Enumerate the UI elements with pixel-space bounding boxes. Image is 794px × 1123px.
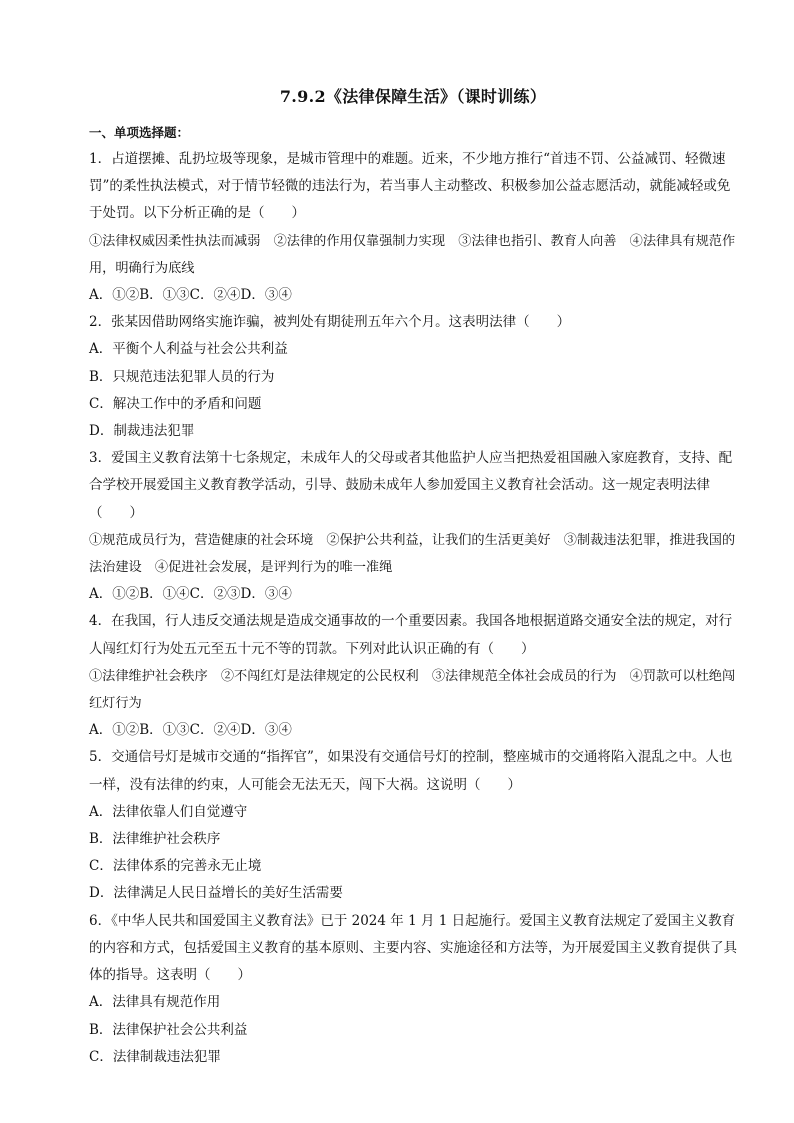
question-statements: ①法律权威因柔性执法而减弱 ②法律的作用仅靠强制力实现 ③法律也指引、教育人向善 ④法律具有规范作用，明确行为底线 (89, 233, 736, 276)
answer-choice-b: B．只规范违法犯罪人员的行为 (89, 368, 275, 385)
question-stem: 4．在我国，行人违反交通法规是造成交通事故的一个重要因素。我国各地根据道路交通安全法的规定，对行人闯红灯行为处五元至五十元不等的罚款。下列对此认识正确的有（ ） (89, 613, 733, 657)
answer-choices: A．①②B．①③C．②④D．③④ (89, 722, 292, 739)
answer-choice-c: C．法律制裁违法犯罪 (89, 1048, 221, 1065)
question-stem: 3．爱国主义教育法第十七条规定，未成年人的父母或者其他监护人应当把热爱祖国融入家庭教育，支持、配合学校开展爱国主义教育教学活动，引导、鼓励未成年人参加爱国主义教育社会活动。这一规定表明法律（ ） (89, 450, 733, 521)
question-1 (89, 146, 737, 309)
question-stem: 1．占道摆摊、乱扔垃圾等现象，是城市管理中的难题。近来，不少地方推行“首违不罚、公益减罚、轻微速罚”的柔性执法模式，对于情节轻微的违法行为，若当事人主动整改、积极参加公益志愿活动，就能减轻或免于处罚。以下分析正确的是（ ） (89, 151, 731, 222)
question-statements: ①规范成员行为，营造健康的社会环境 ②保护公共利益，让我们的生活更美好 ③制裁违法犯罪，推进我国的法治建设 ④促进社会发展，是评判行为的唯一准绳 (89, 532, 736, 576)
answer-choices: A．①②B．①④C．②③D．③④ (89, 586, 292, 603)
document-page (89, 86, 737, 1071)
question-stem: 6．《中华人民共和国爱国主义教育法》已于 2024 年 1 月 1 日起施行。爱国主义教育法规定了爱国主义教育的内容和方式，包括爱国主义教育的基本原则、主要内容、实施途径和方法等，为开展爱国主义教育提供了具体的指导。这表明（ ） (89, 912, 737, 984)
question-stem: 2．张某因借助网络实施诈骗，被判处有期徒刑五年六个月。这表明法律（ ） (89, 314, 571, 331)
section-heading: 一、单项选择题： (89, 125, 190, 140)
question-5 (89, 744, 737, 907)
question-3 (89, 445, 737, 608)
answer-choice-d: D．法律满足人民日益增长的美好生活需要 (89, 885, 343, 902)
answer-choices: A．①②B．①③C．②④D．③④ (89, 287, 292, 304)
question-2 (89, 309, 737, 445)
answer-choice-b: B．法律保护社会公共利益 (89, 1021, 248, 1038)
answer-choice-a: A．平衡个人利益与社会公共利益 (89, 341, 288, 358)
answer-choice-a: A．法律具有规范作用 (89, 994, 221, 1011)
answer-choice-b: B．法律维护社会秩序 (89, 831, 221, 848)
answer-choice-c: C．解决工作中的矛盾和问题 (89, 395, 262, 412)
document-title: 7.9.2《法律保障生活》（课时训练） (279, 87, 547, 106)
answer-choice-d: D．制裁违法犯罪 (89, 423, 195, 440)
answer-choice-c: C．法律体系的完善永无止境 (89, 858, 262, 875)
question-stem: 5．交通信号灯是城市交通的“指挥官”，如果没有交通信号灯的控制，整座城市的交通将陷入混乱之中。人也一样，没有法律的约束，人可能会无法无天，闯下大祸。这说明（ ） (89, 749, 733, 793)
question-4 (89, 608, 737, 744)
question-6 (89, 908, 737, 1071)
answer-choice-a: A．法律依靠人们自觉遵守 (89, 803, 248, 820)
question-statements: ①法律维护社会秩序 ②不闯红灯是法律规定的公民权利 ③法律规范全体社会成员的行为 ④罚款可以杜绝闯红灯行为 (89, 668, 736, 712)
